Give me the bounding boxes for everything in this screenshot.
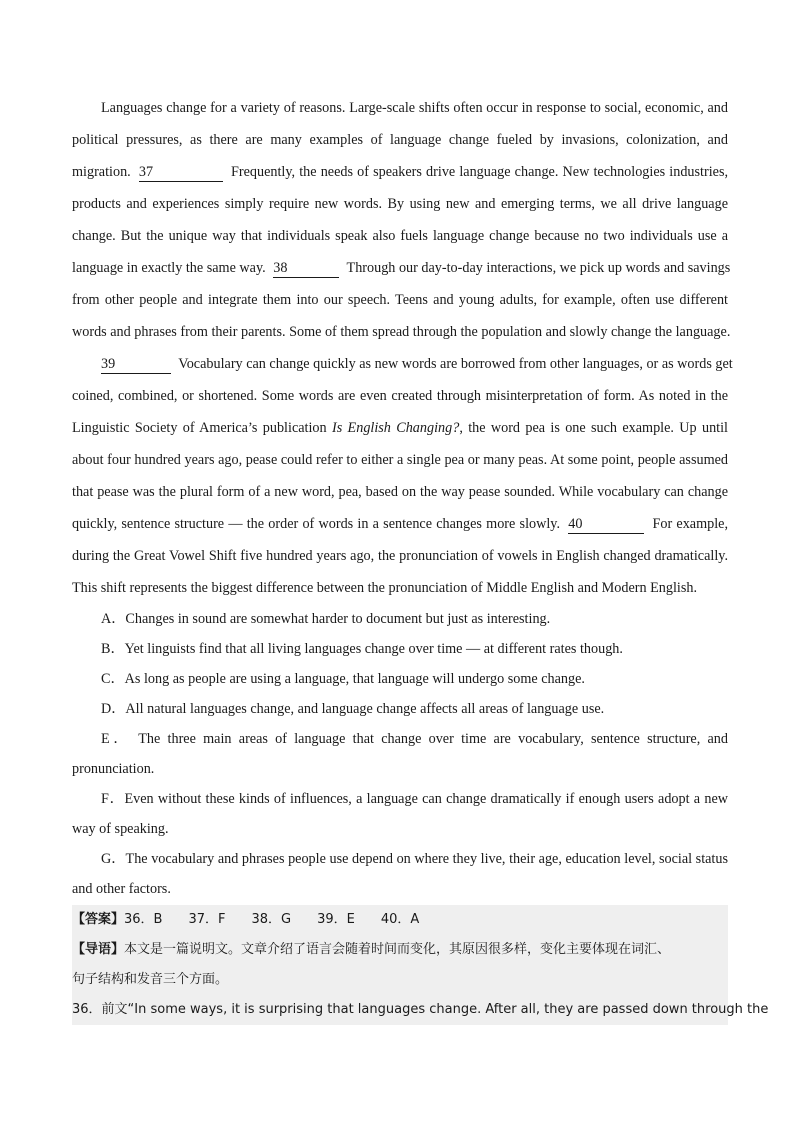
explanation-line: 36．前文“In some ways, it is surprising that languages change. After all, they are passed down through the: [72, 1002, 769, 1017]
passage-line: migration. 37 Frequently, the needs of speakers drive language change. New technologies industries,: [72, 164, 729, 180]
blank-39: 39: [101, 356, 171, 374]
option-f: F．Even without these kinds of influences, a language can change dramatically if enough users adopt a new: [101, 791, 728, 807]
option-b: B．Yet linguists find that all living languages change over time — at different rates though.: [101, 641, 623, 657]
passage-line: words and phrases from their parents. Some of them spread through the population and slowly change the language.: [72, 324, 731, 340]
passage-line: change. But the unique way that individuals speak also fuels language change because no two individuals use a: [72, 228, 728, 244]
passage: [72, 92, 733, 904]
passage-line: Languages change for a variety of reasons. Large-scale shifts often occur in response to social, economic, and: [101, 100, 728, 116]
passage-line: products and experiences simply require new words. By using new and emerging terms, we all drive language: [72, 196, 728, 212]
option-g-cont: and other factors.: [72, 881, 171, 897]
passage-line: about four hundred years ago, pease could refer to either a single pea or many peas. At some point, people assumed: [72, 452, 728, 468]
passage-line: from other people and integrate them into our speech. Teens and young adults, for example, often use different: [72, 292, 728, 308]
blank-38: 38: [273, 260, 339, 278]
passage-line: coined, combined, or shortened. Some words are even created through misinterpretation of form. As noted in the: [72, 388, 728, 404]
blank-40: 40: [568, 516, 644, 534]
passage-line: This shift represents the biggest difference between the pronunciation of Middle English and Modern English.: [72, 580, 698, 596]
option-f-cont: way of speaking.: [72, 821, 169, 837]
passage-line: Linguistic Society of America’s publication Is English Changing?, the word pea is one such example. Up until: [72, 420, 728, 436]
answer-label: 【答案】: [72, 912, 125, 927]
guide-line-2: 句子结构和发音三个方面。: [72, 972, 229, 987]
option-e-cont: pronunciation.: [72, 761, 155, 777]
blank-37: 37: [139, 164, 223, 182]
option-c: C．As long as people are using a language, that language will undergo some change.: [101, 671, 585, 687]
answer-text: 36．B 37．F 38．G 39．E 40．A: [124, 912, 420, 927]
guide-text: 本文是一篇说明文。文章介绍了语言会随着时间而变化，其原因很多样，变化主要体现在词汇、: [124, 942, 671, 957]
passage-line: that pease was the plural form of a new word, pea, based on the way pease sounded. While vocabulary can change: [72, 484, 728, 500]
guide-line: [72, 935, 728, 965]
passage-line: during the Great Vowel Shift five hundred years ago, the pronunciation of vowels in English changed dramatically.: [72, 548, 728, 564]
answer-section: [72, 905, 769, 1025]
passage-line: language in exactly the same way. 38 Through our day-to-day interactions, we pick up words and savings: [72, 260, 731, 276]
answer-line: [72, 905, 728, 935]
option-a: A．Changes in sound are somewhat harder to document but just as interesting.: [101, 611, 551, 627]
option-d: D．All natural languages change, and language change affects all areas of language use.: [101, 701, 605, 717]
passage-line: quickly, sentence structure — the order of words in a sentence changes more slowly. 40 For example,: [72, 516, 729, 532]
option-e: E． The three main areas of language that change over time are vocabulary, sentence structure, and: [101, 731, 728, 747]
passage-line: 39 Vocabulary can change quickly as new words are borrowed from other languages, or as words get: [101, 356, 733, 372]
option-g: G．The vocabulary and phrases people use depend on where they live, their age, education level, social status: [101, 851, 728, 867]
passage-line: political pressures, as there are many examples of language change fueled by invasions, colonization, and: [72, 132, 728, 148]
guide-label: 【导语】: [72, 942, 125, 957]
publication-title: Is English Changing?: [331, 420, 460, 436]
